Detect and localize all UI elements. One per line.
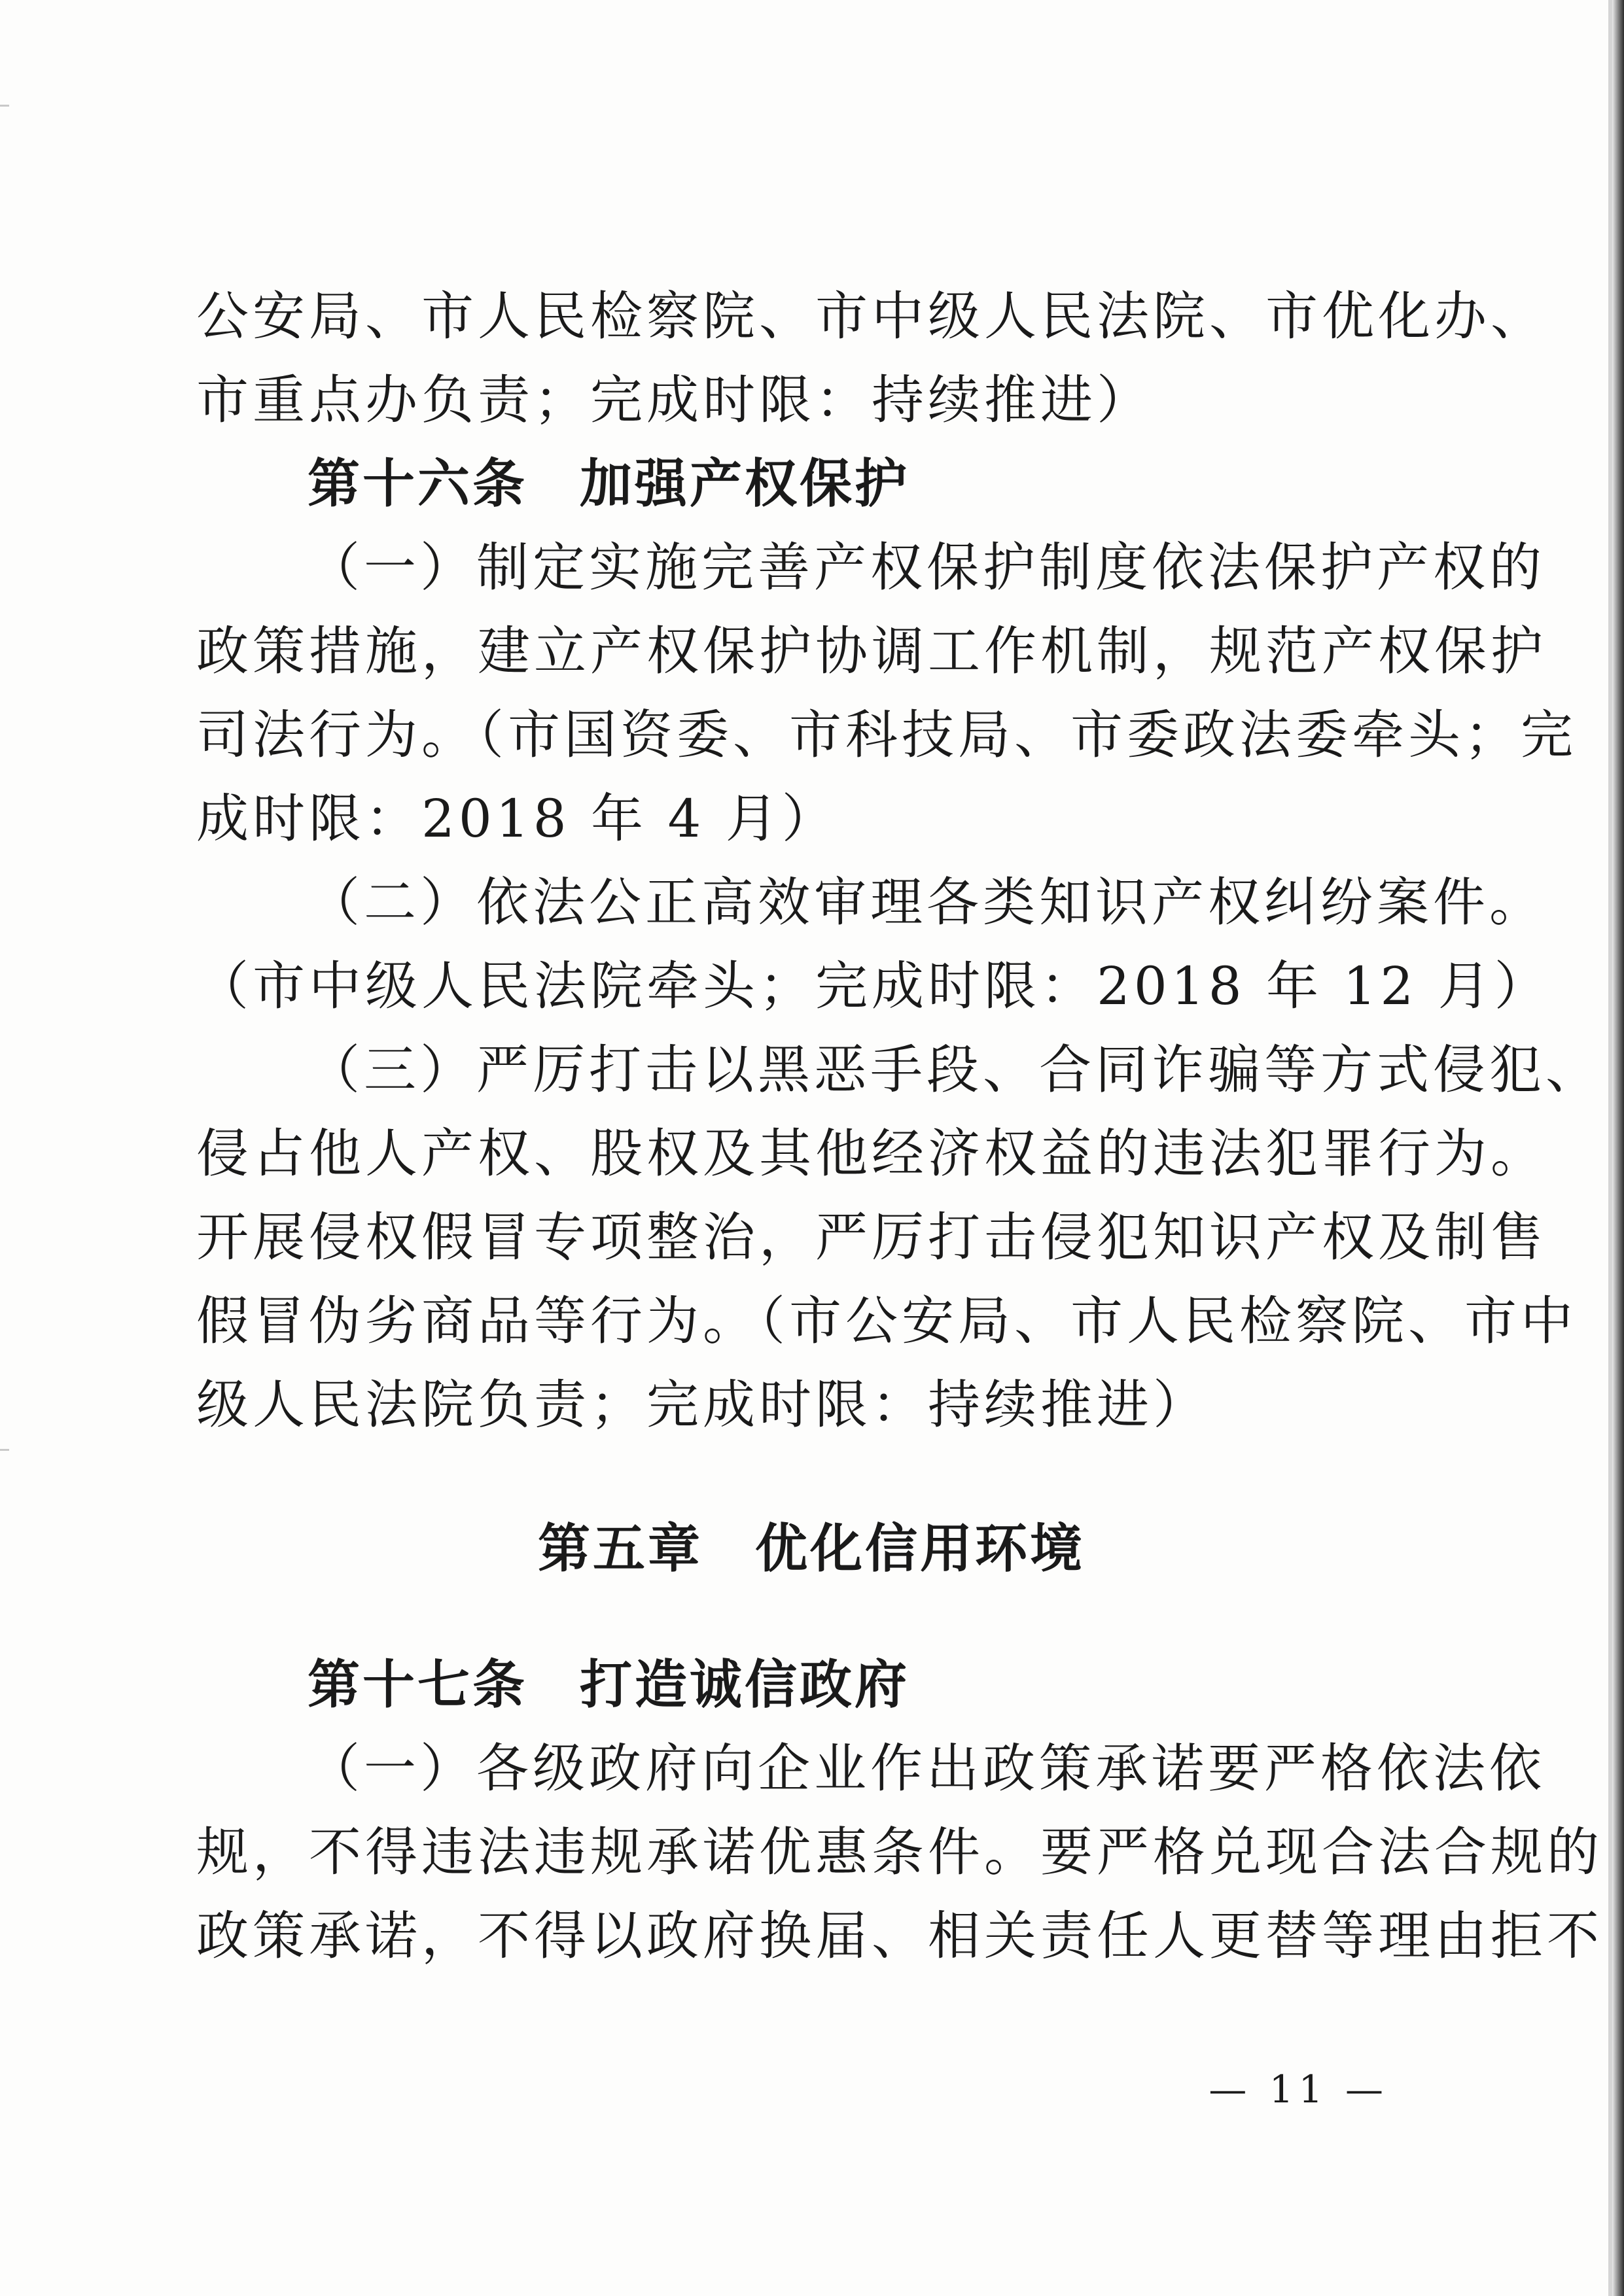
chapter-title: 优化信用环境: [755, 1518, 1085, 1579]
margin-mark: [0, 1449, 9, 1451]
article-16-heading: [196, 442, 1426, 526]
text-line: （三）严厉打击以黑恶手段、合同诈骗等方式侵犯、: [308, 1039, 1602, 1100]
text-line: 假冒伪劣商品等行为。（市公安局、市人民检察院、市中: [196, 1291, 1577, 1351]
page-number: — 11 —: [1209, 2067, 1388, 2112]
text-line: 司法行为。（市国资委、市科技局、市委政法委牵头；完: [196, 704, 1577, 765]
document-body: [196, 275, 1603, 1978]
text-line: 级人民法院负责；完成时限：持续推进）: [196, 1374, 1209, 1435]
text-line: （一）制定实施完善产权保护制度依法保护产权的: [308, 537, 1545, 598]
paragraph: [196, 1727, 1603, 1978]
article-title: 加强产权保护: [580, 453, 909, 514]
margin-mark: [0, 105, 9, 107]
scan-edge: [1612, 0, 1624, 2296]
text-line: （市中级人民法院牵头；完成时限：2018 年 12 月）: [196, 956, 1551, 1017]
text-line: 规，不得违法违规承诺优惠条件。要严格兑现合法合规的: [196, 1822, 1603, 1883]
text-line: 成时限：2018 年 4 月）: [196, 788, 838, 849]
text-line: 公安局、市人民检察院、市中级人民法院、市优化办、: [196, 286, 1547, 347]
chapter-5-heading: [196, 1507, 1426, 1591]
text-line: 开展侵权假冒专项整治，严厉打击侵犯知识产权及制售: [196, 1207, 1547, 1268]
paragraph: [196, 1028, 1602, 1447]
text-line: （一）各级政府向企业作出政策承诺要严格依法依: [308, 1738, 1545, 1799]
text-line: （二）依法公正高效审理各类知识产权纠纷案件。: [308, 872, 1545, 933]
article-title: 打造诚信政府: [580, 1654, 909, 1715]
text-line: 政策措施，建立产权保护协调工作机制，规范产权保护: [196, 621, 1547, 682]
chapter-number: 第五章: [538, 1518, 703, 1579]
text-line: 政策承诺，不得以政府换届、相关责任人更替等理由拒不: [196, 1905, 1603, 1966]
text-line: 市重点办负责；完成时限：持续推进）: [196, 370, 1153, 430]
article-number: 第十六条: [308, 453, 527, 514]
paragraph: [196, 861, 1551, 1028]
article-number: 第十七条: [308, 1654, 527, 1715]
paragraph: [196, 526, 1577, 861]
text-line: 侵占他人产权、股权及其他经济权益的违法犯罪行为。: [196, 1123, 1547, 1184]
article-17-heading: [196, 1643, 1426, 1727]
